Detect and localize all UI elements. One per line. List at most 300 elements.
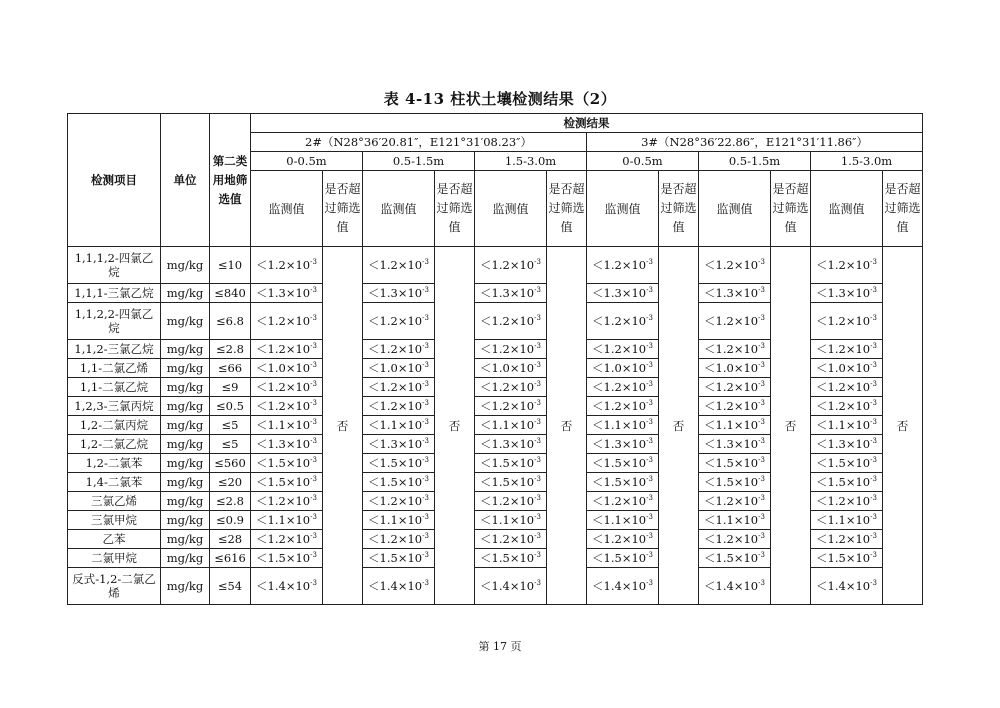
value-exponent: -3 [534,399,541,407]
row-unit: mg/kg [161,473,210,492]
value-mantissa: ＜1.1×10 [256,513,311,527]
value-exponent: -3 [534,361,541,369]
value-exponent: -3 [534,456,541,464]
value-exponent: -3 [758,380,765,388]
row-monitor-value [811,416,883,435]
header-depth: 0-0.5m [587,152,699,171]
value-mantissa: ＜1.5×10 [256,475,311,489]
value-exponent: -3 [534,437,541,445]
value-mantissa: ＜1.2×10 [704,342,759,356]
value-exponent: -3 [310,475,317,483]
value-exponent: -3 [870,551,877,559]
value-exponent: -3 [870,314,877,322]
row-screen-value: ≤9 [210,378,251,397]
value-exponent: -3 [422,418,429,426]
value-exponent: -3 [758,494,765,502]
header-depth: 0.5-1.5m [363,152,475,171]
row-item: 反式-1,2-二氯乙烯 [68,568,161,605]
value-mantissa: ＜1.3×10 [592,437,647,451]
value-exponent: -3 [646,437,653,445]
value-mantissa: ＜1.1×10 [256,418,311,432]
row-unit: mg/kg [161,492,210,511]
value-exponent: -3 [646,456,653,464]
value-mantissa: ＜1.2×10 [480,258,535,272]
row-monitor-value [699,284,771,303]
row-unit: mg/kg [161,340,210,359]
row-monitor-value [475,247,547,284]
value-mantissa: ＜1.5×10 [704,475,759,489]
row-monitor-value [475,492,547,511]
value-mantissa: ＜1.2×10 [256,314,311,328]
row-monitor-value [811,247,883,284]
value-mantissa: ＜1.2×10 [816,494,871,508]
value-exponent: -3 [870,342,877,350]
row-monitor-value [251,549,323,568]
value-mantissa: ＜1.2×10 [704,494,759,508]
row-monitor-value [699,549,771,568]
row-monitor-value [475,378,547,397]
row-monitor-value [587,492,659,511]
row-screen-value: ≤840 [210,284,251,303]
row-screen-value: ≤10 [210,247,251,284]
header-results: 检测结果 [251,114,923,133]
value-exponent: -3 [310,579,317,587]
row-monitor-value [475,340,547,359]
header-exceed: 是否超过筛选值 [883,171,923,247]
header-exceed: 是否超过筛选值 [547,171,587,247]
value-exponent: -3 [534,258,541,266]
value-exponent: -3 [758,579,765,587]
header-screen-value: 第二类用地筛选值 [210,114,251,247]
row-monitor-value [699,303,771,340]
value-mantissa: ＜1.2×10 [368,314,423,328]
row-monitor-value [251,511,323,530]
row-monitor-value [251,378,323,397]
value-exponent: -3 [534,532,541,540]
value-exponent: -3 [310,361,317,369]
row-monitor-value [699,359,771,378]
row-monitor-value [475,435,547,454]
row-monitor-value [251,416,323,435]
row-monitor-value [587,303,659,340]
row-monitor-value [363,397,435,416]
value-mantissa: ＜1.5×10 [592,456,647,470]
value-exponent: -3 [646,418,653,426]
value-mantissa: ＜1.4×10 [256,579,311,593]
row-monitor-value [251,303,323,340]
row-monitor-value [587,473,659,492]
header-monitor-value: 监测值 [251,171,323,247]
value-mantissa: ＜1.2×10 [480,494,535,508]
row-unit: mg/kg [161,378,210,397]
row-monitor-value [699,378,771,397]
value-mantissa: ＜1.2×10 [592,258,647,272]
soil-test-table [67,113,923,605]
row-screen-value: ≤54 [210,568,251,605]
value-mantissa: ＜1.2×10 [256,342,311,356]
row-item: 三氯乙烯 [68,492,161,511]
row-monitor-value [699,247,771,284]
value-exponent: -3 [310,342,317,350]
value-exponent: -3 [534,475,541,483]
row-monitor-value [251,568,323,605]
value-exponent: -3 [422,456,429,464]
value-exponent: -3 [310,494,317,502]
header-site-3: 3#（N28°36′22.86″，E121°31′11.86″） [587,133,923,152]
row-item: 1,2,3-三氯丙烷 [68,397,161,416]
value-mantissa: ＜1.2×10 [592,342,647,356]
row-unit: mg/kg [161,549,210,568]
header-unit: 单位 [161,114,210,247]
row-screen-value: ≤0.5 [210,397,251,416]
value-exponent: -3 [534,342,541,350]
value-mantissa: ＜1.1×10 [480,418,535,432]
value-mantissa: ＜1.3×10 [368,437,423,451]
row-monitor-value [587,397,659,416]
row-monitor-value [587,530,659,549]
row-monitor-value [587,359,659,378]
value-exponent: -3 [422,532,429,540]
row-monitor-value [363,492,435,511]
row-monitor-value [811,435,883,454]
value-mantissa: ＜1.3×10 [816,286,871,300]
value-mantissa: ＜1.0×10 [480,361,535,375]
value-mantissa: ＜1.2×10 [368,399,423,413]
row-exceed-value: 否 [323,247,363,605]
value-mantissa: ＜1.1×10 [816,513,871,527]
value-mantissa: ＜1.5×10 [480,551,535,565]
value-exponent: -3 [310,399,317,407]
value-mantissa: ＜1.5×10 [480,475,535,489]
header-depth: 1.5-3.0m [811,152,923,171]
value-exponent: -3 [422,361,429,369]
value-mantissa: ＜1.3×10 [480,437,535,451]
row-monitor-value [251,284,323,303]
value-mantissa: ＜1.0×10 [704,361,759,375]
row-monitor-value [587,568,659,605]
row-unit: mg/kg [161,511,210,530]
row-monitor-value [699,397,771,416]
value-mantissa: ＜1.1×10 [704,418,759,432]
value-mantissa: ＜1.5×10 [256,551,311,565]
row-monitor-value [363,359,435,378]
row-item: 1,1-二氯乙烯 [68,359,161,378]
row-screen-value: ≤20 [210,473,251,492]
value-exponent: -3 [422,342,429,350]
value-mantissa: ＜1.4×10 [368,579,423,593]
row-monitor-value [363,284,435,303]
row-monitor-value [811,530,883,549]
row-monitor-value [363,378,435,397]
row-monitor-value [811,284,883,303]
row-exceed-value: 否 [547,247,587,605]
value-exponent: -3 [422,475,429,483]
row-unit: mg/kg [161,397,210,416]
value-exponent: -3 [534,380,541,388]
value-exponent: -3 [646,342,653,350]
value-exponent: -3 [870,513,877,521]
value-mantissa: ＜1.0×10 [368,361,423,375]
row-unit: mg/kg [161,284,210,303]
value-mantissa: ＜1.2×10 [256,399,311,413]
value-exponent: -3 [422,286,429,294]
table-row [68,247,923,284]
value-mantissa: ＜1.4×10 [480,579,535,593]
row-monitor-value [475,511,547,530]
header-depth: 1.5-3.0m [475,152,587,171]
value-exponent: -3 [758,399,765,407]
row-screen-value: ≤2.8 [210,492,251,511]
row-monitor-value [363,303,435,340]
value-exponent: -3 [646,532,653,540]
row-monitor-value [587,284,659,303]
value-exponent: -3 [310,513,317,521]
value-mantissa: ＜1.5×10 [368,456,423,470]
value-exponent: -3 [310,380,317,388]
row-item: 1,1-二氯乙烷 [68,378,161,397]
value-mantissa: ＜1.2×10 [704,314,759,328]
value-mantissa: ＜1.5×10 [704,551,759,565]
header-monitor-value: 监测值 [811,171,883,247]
value-mantissa: ＜1.2×10 [368,532,423,546]
value-mantissa: ＜1.3×10 [704,437,759,451]
row-screen-value: ≤5 [210,435,251,454]
row-monitor-value [811,359,883,378]
value-mantissa: ＜1.2×10 [816,532,871,546]
value-mantissa: ＜1.2×10 [704,399,759,413]
row-monitor-value [699,435,771,454]
value-mantissa: ＜1.1×10 [816,418,871,432]
value-mantissa: ＜1.5×10 [368,551,423,565]
row-monitor-value [811,454,883,473]
value-mantissa: ＜1.4×10 [816,579,871,593]
row-monitor-value [251,530,323,549]
row-item: 乙苯 [68,530,161,549]
value-mantissa: ＜1.2×10 [704,532,759,546]
row-unit: mg/kg [161,454,210,473]
row-monitor-value [251,492,323,511]
value-exponent: -3 [422,551,429,559]
value-mantissa: ＜1.3×10 [256,286,311,300]
value-exponent: -3 [422,399,429,407]
header-monitor-value: 监测值 [699,171,771,247]
row-monitor-value [475,568,547,605]
page-number: 第 17 页 [478,640,522,653]
value-exponent: -3 [422,380,429,388]
value-mantissa: ＜1.3×10 [816,437,871,451]
row-monitor-value [587,247,659,284]
header-exceed: 是否超过筛选值 [659,171,699,247]
value-exponent: -3 [758,418,765,426]
value-mantissa: ＜1.1×10 [368,513,423,527]
row-monitor-value [475,473,547,492]
value-mantissa: ＜1.2×10 [256,532,311,546]
table-title: 表 4-13 柱状土壤检测结果（2） [383,90,617,108]
value-exponent: -3 [758,551,765,559]
header-item: 检测项目 [68,114,161,247]
value-exponent: -3 [646,314,653,322]
row-exceed-value: 否 [771,247,811,605]
row-monitor-value [475,397,547,416]
value-mantissa: ＜1.4×10 [592,579,647,593]
value-exponent: -3 [870,579,877,587]
row-item: 二氯甲烷 [68,549,161,568]
value-exponent: -3 [758,314,765,322]
value-exponent: -3 [870,361,877,369]
value-mantissa: ＜1.2×10 [368,380,423,394]
value-exponent: -3 [534,579,541,587]
row-monitor-value [251,340,323,359]
row-monitor-value [475,530,547,549]
row-monitor-value [811,568,883,605]
header-exceed: 是否超过筛选值 [435,171,475,247]
value-mantissa: ＜1.3×10 [256,437,311,451]
value-exponent: -3 [422,579,429,587]
value-mantissa: ＜1.2×10 [592,314,647,328]
value-mantissa: ＜1.2×10 [816,399,871,413]
row-unit: mg/kg [161,416,210,435]
row-screen-value: ≤0.9 [210,511,251,530]
row-monitor-value [811,397,883,416]
row-unit: mg/kg [161,530,210,549]
value-exponent: -3 [758,286,765,294]
value-exponent: -3 [646,399,653,407]
row-monitor-value [699,340,771,359]
row-item: 1,1,1,2-四氯乙烷 [68,247,161,284]
value-exponent: -3 [758,361,765,369]
row-monitor-value [363,568,435,605]
row-monitor-value [811,473,883,492]
value-mantissa: ＜1.2×10 [480,380,535,394]
value-mantissa: ＜1.2×10 [368,258,423,272]
value-mantissa: ＜1.3×10 [704,286,759,300]
row-item: 1,2-二氯乙烷 [68,435,161,454]
row-screen-value: ≤66 [210,359,251,378]
value-mantissa: ＜1.2×10 [592,380,647,394]
header-exceed: 是否超过筛选值 [771,171,811,247]
row-monitor-value [475,284,547,303]
value-exponent: -3 [758,342,765,350]
value-exponent: -3 [870,532,877,540]
row-monitor-value [475,303,547,340]
row-monitor-value [699,530,771,549]
value-mantissa: ＜1.5×10 [592,475,647,489]
value-exponent: -3 [870,380,877,388]
value-exponent: -3 [758,475,765,483]
value-mantissa: ＜1.2×10 [592,399,647,413]
value-exponent: -3 [646,286,653,294]
value-exponent: -3 [422,437,429,445]
header-depth: 0.5-1.5m [699,152,811,171]
value-exponent: -3 [870,286,877,294]
row-monitor-value [587,435,659,454]
value-exponent: -3 [646,475,653,483]
value-exponent: -3 [310,551,317,559]
value-exponent: -3 [310,418,317,426]
value-exponent: -3 [646,380,653,388]
value-mantissa: ＜1.1×10 [592,513,647,527]
row-monitor-value [251,397,323,416]
value-exponent: -3 [310,314,317,322]
row-monitor-value [363,473,435,492]
header-monitor-value: 监测值 [587,171,659,247]
row-screen-value: ≤6.8 [210,303,251,340]
value-mantissa: ＜1.5×10 [480,456,535,470]
value-exponent: -3 [310,437,317,445]
value-mantissa: ＜1.5×10 [704,456,759,470]
row-monitor-value [587,378,659,397]
value-mantissa: ＜1.2×10 [816,380,871,394]
row-monitor-value [699,473,771,492]
value-mantissa: ＜1.3×10 [592,286,647,300]
value-mantissa: ＜1.4×10 [704,579,759,593]
header-monitor-value: 监测值 [475,171,547,247]
value-mantissa: ＜1.2×10 [480,342,535,356]
value-exponent: -3 [534,513,541,521]
value-exponent: -3 [870,258,877,266]
value-mantissa: ＜1.2×10 [480,399,535,413]
row-monitor-value [811,492,883,511]
value-exponent: -3 [422,314,429,322]
value-exponent: -3 [534,286,541,294]
value-mantissa: ＜1.2×10 [480,532,535,546]
value-exponent: -3 [758,532,765,540]
value-mantissa: ＜1.2×10 [816,314,871,328]
value-mantissa: ＜1.0×10 [816,361,871,375]
row-monitor-value [363,454,435,473]
value-mantissa: ＜1.5×10 [816,475,871,489]
row-screen-value: ≤2.8 [210,340,251,359]
row-monitor-value [363,340,435,359]
row-monitor-value [587,454,659,473]
value-mantissa: ＜1.2×10 [704,258,759,272]
value-exponent: -3 [534,314,541,322]
row-unit: mg/kg [161,303,210,340]
row-item: 1,1,2,2-四氯乙烷 [68,303,161,340]
value-exponent: -3 [534,551,541,559]
header-exceed: 是否超过筛选值 [323,171,363,247]
row-monitor-value [811,340,883,359]
value-mantissa: ＜1.3×10 [480,286,535,300]
value-exponent: -3 [310,532,317,540]
row-item: 1,1,1-三氯乙烷 [68,284,161,303]
value-mantissa: ＜1.5×10 [816,551,871,565]
row-monitor-value [587,511,659,530]
value-exponent: -3 [870,418,877,426]
value-mantissa: ＜1.5×10 [816,456,871,470]
row-monitor-value [251,454,323,473]
row-monitor-value [251,473,323,492]
value-mantissa: ＜1.0×10 [256,361,311,375]
row-screen-value: ≤560 [210,454,251,473]
value-mantissa: ＜1.5×10 [256,456,311,470]
row-screen-value: ≤5 [210,416,251,435]
value-exponent: -3 [646,361,653,369]
row-monitor-value [811,549,883,568]
row-screen-value: ≤28 [210,530,251,549]
row-item: 1,1,2-三氯乙烷 [68,340,161,359]
value-mantissa: ＜1.2×10 [592,532,647,546]
row-monitor-value [251,359,323,378]
value-exponent: -3 [534,418,541,426]
row-item: 1,4-二氯苯 [68,473,161,492]
row-monitor-value [363,549,435,568]
header-monitor-value: 监测值 [363,171,435,247]
row-monitor-value [363,247,435,284]
value-mantissa: ＜1.2×10 [816,342,871,356]
row-monitor-value [363,511,435,530]
value-exponent: -3 [758,513,765,521]
